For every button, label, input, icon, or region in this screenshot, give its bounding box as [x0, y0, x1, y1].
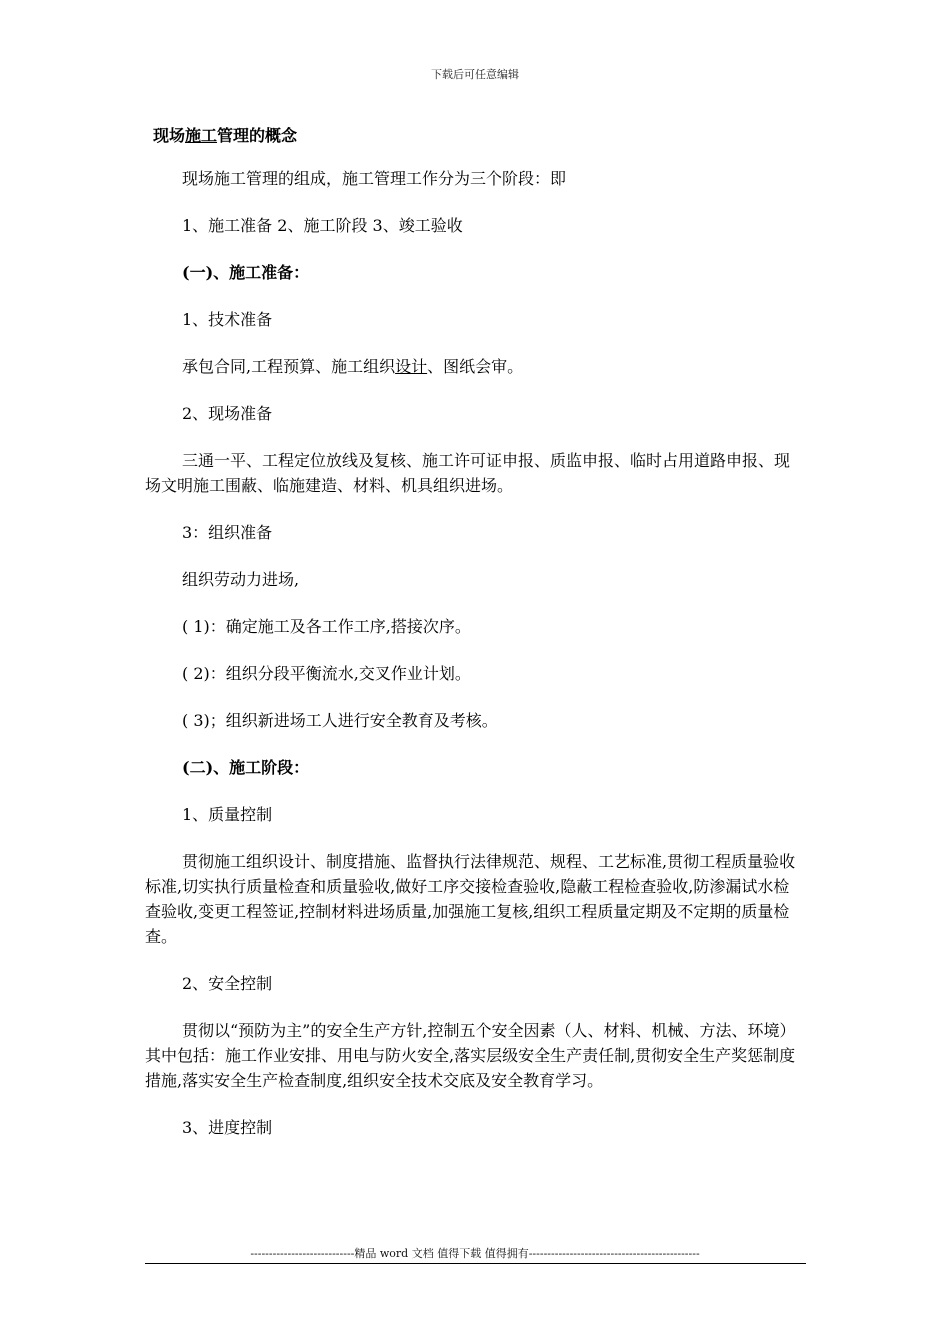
subheading-tech-prep: 1、技术准备 [182, 310, 273, 329]
intro-paragraph: 现场施工管理的组成，施工管理工作分为三个阶段：即 [182, 169, 567, 188]
quality-body: 贯彻施工组织设计、制度措施、监督执行法律规范、规程、工艺标准,贯彻工程质量验收标准,切实执行质量检查和质量验收,做好工序交接检查验收,隐蔽工程检查验收,防渗漏试水检查验收,变更工程签证,控制材料进场质量,加强施工复核,组织工程质量定期及不定期的质量检查。 [145, 852, 796, 946]
org-prep-item-2: ( 2)：组织分段平衡流水,交叉作业计划。 [182, 664, 471, 683]
document-title [153, 120, 805, 152]
org-prep-body: 组织劳动力进场, [182, 570, 300, 589]
org-prep-item-3: ( 3)；组织新进场工人进行安全教育及考核。 [182, 711, 498, 730]
document-body [145, 120, 805, 1140]
phases-paragraph: 1、施工准备 2、施工阶段 3、竣工验收 [182, 216, 463, 235]
tech-prep-body [145, 354, 805, 379]
tech-prep-text-end: 、图纸会审。 [427, 357, 524, 376]
subheading-quality: 1、质量控制 [182, 805, 273, 824]
org-prep-item-1: ( 1)：确定施工及各工作工序,搭接次序。 [182, 617, 471, 636]
title-suffix: 管理的概念 [217, 126, 298, 145]
page-header: 下载后可任意编辑 [431, 68, 519, 81]
subheading-org-prep: 3：组织准备 [182, 523, 273, 542]
subheading-safety: 2、安全控制 [182, 974, 273, 993]
page-footer: ----------------------------精品 word 文档 值得下载 值得拥有---------------------------------------------- [250, 1247, 700, 1260]
section-heading-construction: (二)、施工阶段： [182, 758, 310, 777]
title-underlined: 施工 [185, 126, 218, 145]
site-prep-body: 三通一平、工程定位放线及复核、施工许可证申报、质监申报、临时占用道路申报、现场文明施工围蔽、临施建造、材料、机具组织进场。 [145, 451, 791, 495]
safety-body: 贯彻以“预防为主”的安全生产方针,控制五个安全因素（人、材料、机械、方法、环境）其中包括：施工作业安排、用电与防火安全,落实层级安全生产责任制,贯彻安全生产奖惩制度措施,落实安全生产检查制度,组织安全技术交底及安全教育学习。 [145, 1021, 796, 1090]
subheading-schedule: 3、进度控制 [182, 1118, 273, 1137]
design-underlined-text: 设计 [395, 357, 428, 376]
section-heading-prep: (一)、施工准备： [182, 263, 310, 282]
footer-divider [145, 1263, 806, 1264]
tech-prep-text: 承包合同,工程预算、施工组织 [182, 357, 396, 376]
title-prefix: 现场 [153, 126, 186, 145]
subheading-site-prep: 2、现场准备 [182, 404, 273, 423]
